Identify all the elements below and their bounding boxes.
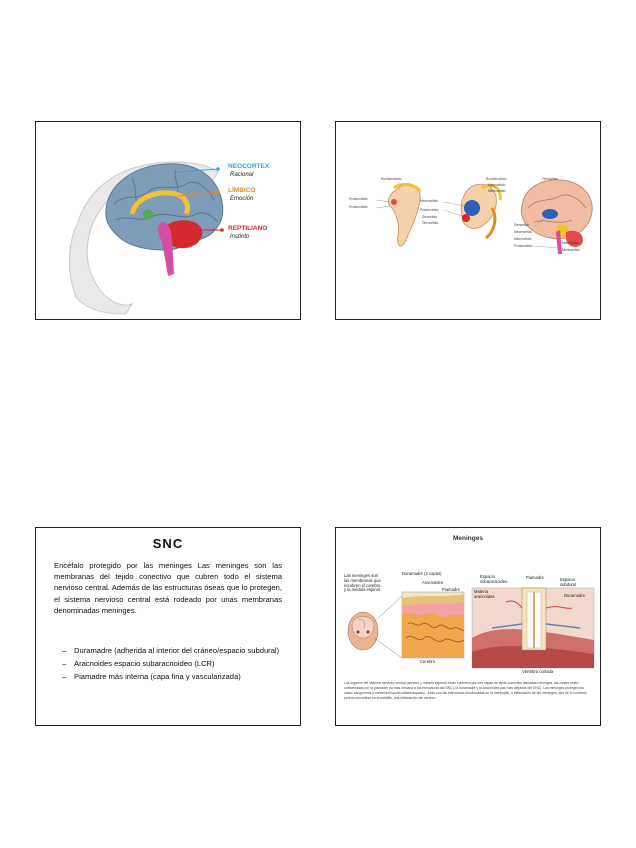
label-prosencefalo-1: Prosencéfalo: [349, 197, 368, 201]
triune-brain-illustration: [36, 122, 301, 320]
list-item: – Piamadre más interna (capa fina y vascularizada): [62, 671, 286, 682]
snc-body: Encéfalo protegido por las meninges Las meninges son las membranas del tejido conectivo que cubren todo el sistema nervioso central. Además de las estructuras óseas que lo protegen, el sistema nervioso central está rodeado por unas membranas denominadas meninges.: [54, 561, 282, 615]
label-mesencefalo-2: Mesencéfalo: [514, 230, 533, 234]
list-item: – Duramadre (adherida al interior del cráneo/espacio subdural): [62, 645, 286, 656]
label-diencefalo-1: Diencéfalo: [422, 215, 438, 219]
label-reptiliano: REPTILIANO: [228, 225, 268, 232]
brain-development-illustration: [336, 122, 601, 320]
slide-snc: [35, 527, 301, 726]
label-rombencefalo-2: Rombencéfalo: [486, 177, 507, 181]
label-limbico: LÍMBICO: [228, 187, 256, 194]
label-neocortex-sub: Racional: [230, 172, 254, 178]
label-mielencefalo-1: Mielencéfalo: [488, 189, 506, 193]
label-reptiliano-sub: Instinto: [230, 234, 250, 240]
snc-list: [62, 645, 286, 684]
label-aracnoides: Aracnoides: [422, 580, 443, 585]
label-prosencefalo-4: Prosencéfalo: [514, 244, 533, 248]
label-duramadre: Duramadre (2 capas): [402, 571, 442, 576]
label-cerebro: Cerebro: [420, 659, 436, 664]
label-espacio-subdural: Espacio subdural: [560, 577, 577, 587]
label-meninges-intro: Las meninges son las membranas que recubren el cerebro y la médula espinal: [344, 573, 381, 593]
label-neocortex: NEOCORTEX: [228, 163, 270, 170]
label-diencefalo-2: Diencéfalo: [514, 223, 530, 227]
slide-meninges: [335, 527, 601, 726]
label-prosencefalo-2: Prosencéfalo: [349, 205, 368, 209]
label-piamadre-2: Piamadre: [526, 575, 544, 580]
label-materia-aracnoides: Materia aracnoides: [474, 589, 495, 599]
label-vertebra-cortada: Vértebra cortada: [522, 669, 554, 674]
list-item: – Aracnoides espacio subaracnoideo (LCR): [62, 658, 286, 669]
snc-title: SNC: [152, 536, 184, 551]
label-duramadre-2: Duramadre: [564, 593, 585, 598]
slide-triune-brain: [35, 121, 301, 320]
label-prosencefalo-3: Prosencéfalo: [420, 208, 439, 212]
label-metencefalo-2: Metencéfalo: [514, 237, 532, 241]
label-rombencefalo-1: Rombencéfalo: [381, 177, 402, 181]
label-metencefalo-1: Metencéfalo: [488, 183, 506, 187]
label-metencefalo-3: Metencéfalo: [562, 241, 580, 245]
label-telencefalo-1: Telencéfalo: [422, 221, 439, 225]
slide-brain-development: [335, 121, 601, 320]
label-espacio-subaracnoideo: Espacio subaracnoideo: [480, 574, 508, 584]
meninges-title: Meninges: [453, 535, 483, 542]
label-piamadre: Piamadre: [442, 587, 460, 592]
label-telencefalo-2: Telencéfalo: [542, 177, 559, 181]
label-mesencefalo-1: Mesencéfalo: [420, 199, 439, 203]
meninges-caption: Los órganos del sistema nervioso central (cerebro y médula espinal) están cubiertos por tres capas de tejido conectivo llamadas meninges, las cuales están conformadas por la piamadre (la más cercana a las estructuras del SNC), la duramadre y la aracnoides (las más alejadas del SNC). Las meninges protegen los vasos sanguíneos y contienen líquido cefalorraquídeo. Junto con las estructuras involucradas en la meningitis, o inflamación de las meninges, que de lo contrario podría convertirse en encefalitis, una inflamación del cerebro.: [344, 681, 587, 700]
label-limbico-sub: Emoción: [230, 196, 254, 202]
label-mielencefalo-2: Mielencéfalo: [562, 248, 580, 252]
